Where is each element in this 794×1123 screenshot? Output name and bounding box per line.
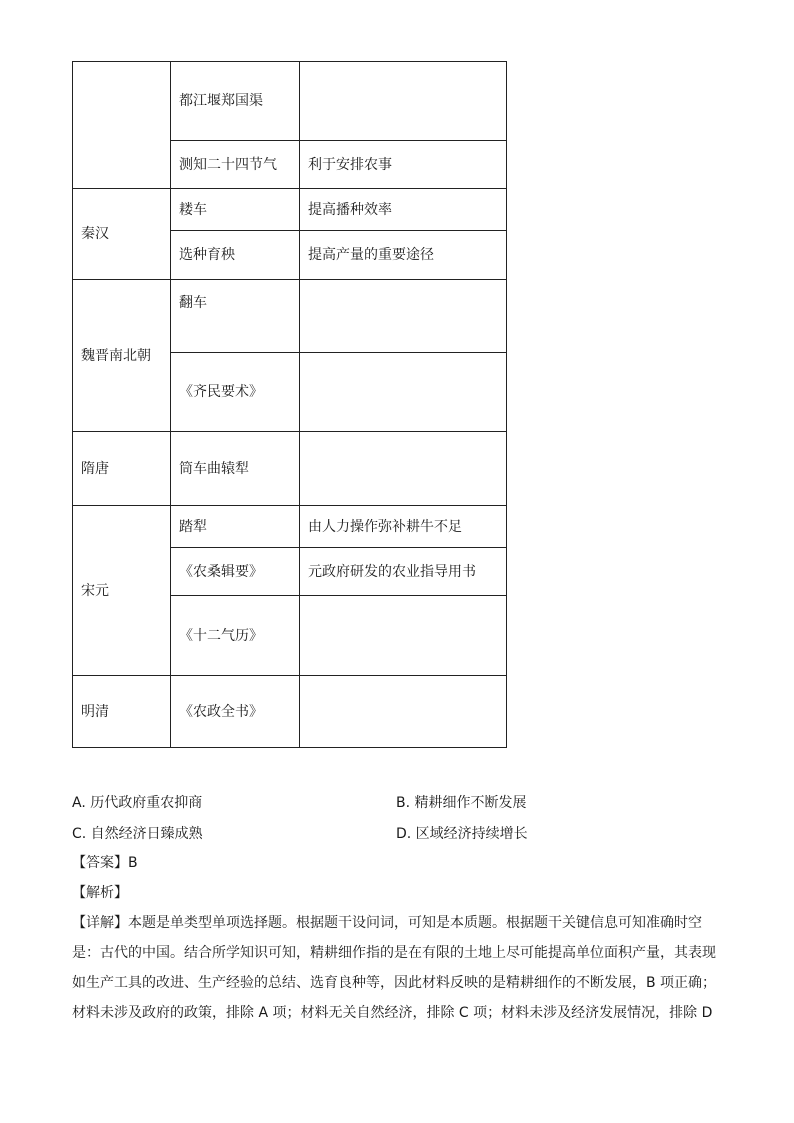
options-row xyxy=(72,786,722,817)
era-cell: 明清 xyxy=(73,676,171,748)
item-cell: 《齐民要术》 xyxy=(171,353,300,432)
table-row xyxy=(73,189,507,231)
effect-cell: 提高产量的重要途径 xyxy=(300,231,507,280)
item-cell: 耧车 xyxy=(171,189,300,231)
era-cell xyxy=(73,62,171,189)
era-cell: 秦汉 xyxy=(73,189,171,280)
table-row xyxy=(73,676,507,748)
detail-line: 【详解】本题是单类型单项选择题。根据题干设问词，可知是本质题。根据题干关键信息可知准确时空 xyxy=(72,915,702,931)
item-cell: 筒车曲辕犁 xyxy=(171,432,300,506)
era-cell: 魏晋南北朝 xyxy=(73,280,171,432)
era-cell: 隋唐 xyxy=(73,432,171,506)
item-cell: 测知二十四节气 xyxy=(171,141,300,189)
history-table xyxy=(72,61,507,748)
answer-section xyxy=(72,848,722,1028)
detail-line: 是：古代的中国。结合所学知识可知，精耕细作指的是在有限的土地上尽可能提高单位面积产量，其表现 xyxy=(72,945,716,961)
item-cell: 《农政全书》 xyxy=(171,676,300,748)
answer-label: 【答案】B xyxy=(72,855,138,871)
effect-cell xyxy=(300,62,507,141)
item-cell: 选种育秧 xyxy=(171,231,300,280)
answer-options xyxy=(72,786,722,848)
era-cell: 宋元 xyxy=(73,506,171,676)
effect-cell: 利于安排农事 xyxy=(300,141,507,189)
option-c: C. 自然经济日臻成熟 xyxy=(72,825,203,842)
item-cell: 翻车 xyxy=(171,280,300,353)
table-row xyxy=(73,280,507,353)
options-row xyxy=(72,817,722,848)
effect-cell: 元政府研发的农业指导用书 xyxy=(300,548,507,596)
option-d: D. 区域经济持续增长 xyxy=(396,825,528,842)
option-a: A. 历代政府重农抑商 xyxy=(72,794,203,811)
effect-cell xyxy=(300,353,507,432)
effect-cell: 由人力操作弥补耕牛不足 xyxy=(300,506,507,548)
effect-cell: 提高播种效率 xyxy=(300,189,507,231)
item-cell: 都江堰郑国渠 xyxy=(171,62,300,141)
effect-cell xyxy=(300,432,507,506)
table-row xyxy=(73,62,507,141)
detail-line: 材料未涉及政府的政策，排除 A 项；材料无关自然经济，排除 C 项；材料未涉及经济发展情况，排除 D xyxy=(72,1005,713,1021)
effect-cell xyxy=(300,676,507,748)
detail-paragraph xyxy=(72,908,722,1028)
item-cell: 《十二气历》 xyxy=(171,596,300,676)
effect-cell xyxy=(300,596,507,676)
detail-line: 如生产工具的改进、生产经验的总结、选育良种等，因此材料反映的是精耕细作的不断发展，B 项正确； xyxy=(72,975,717,991)
effect-cell xyxy=(300,280,507,353)
table-row xyxy=(73,432,507,506)
analysis-label: 【解析】 xyxy=(72,885,128,901)
table-row xyxy=(73,506,507,548)
item-cell: 踏犁 xyxy=(171,506,300,548)
option-b: B. 精耕细作不断发展 xyxy=(396,794,527,811)
item-cell: 《农桑辑要》 xyxy=(171,548,300,596)
